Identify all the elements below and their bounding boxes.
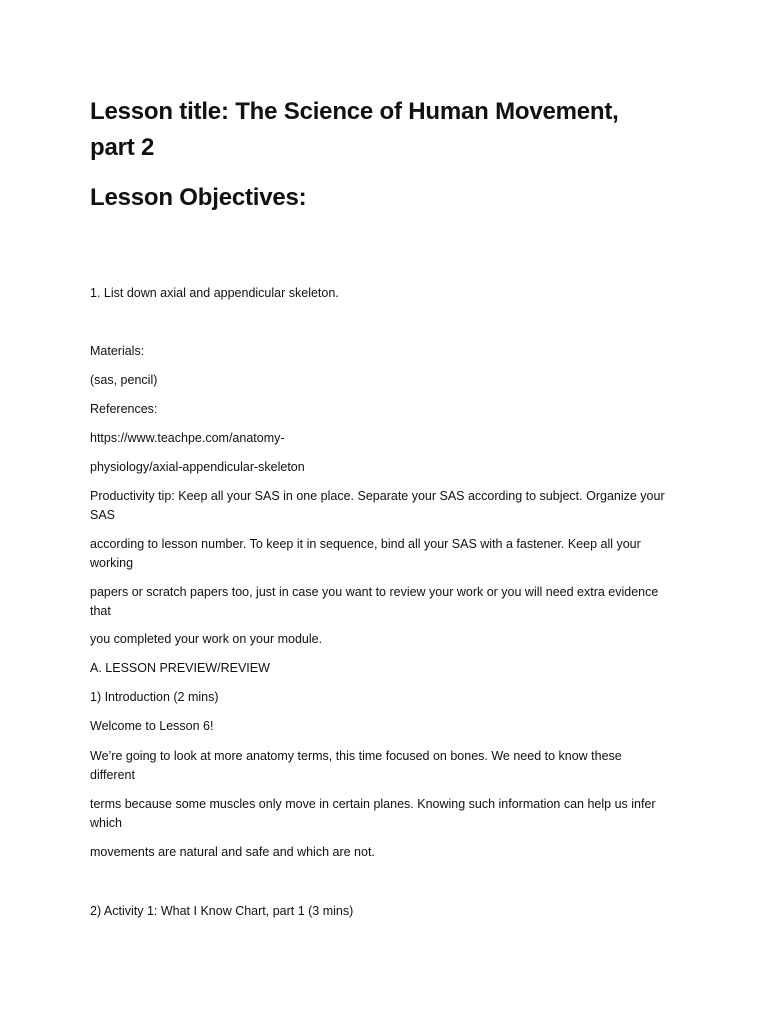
reference-link-line-2: physiology/axial-appendicular-skeleton — [90, 460, 305, 474]
materials-label: Materials: — [90, 344, 145, 358]
objectives-heading: Lesson Objectives: — [90, 184, 307, 211]
materials-value: (sas, pencil) — [90, 373, 158, 387]
productivity-tip-line-3b: that — [90, 604, 111, 618]
body-line-3: movements are natural and safe and which are not. — [90, 845, 375, 859]
objective-1: 1. List down axial and appendicular skeleton. — [90, 286, 339, 300]
body-line-2: terms because some muscles only move in certain planes. Knowing such information can help us infer — [90, 797, 656, 811]
body-line-1b: different — [90, 768, 135, 782]
body-line-2b: which — [90, 816, 122, 830]
productivity-tip-line-1: Productivity tip: Keep all your SAS in one place. Separate your SAS according to subject. Organize your — [90, 489, 665, 503]
activity-1-heading: 2) Activity 1: What I Know Chart, part 1 (3 mins) — [90, 904, 354, 918]
references-label: References: — [90, 402, 158, 416]
body-line-1: We’re going to look at more anatomy terms, this time focused on bones. We need to know these — [90, 749, 622, 763]
productivity-tip-line-3: papers or scratch papers too, just in case you want to review your work or you will need extra evidence — [90, 585, 659, 599]
productivity-tip-line-1b: SAS — [90, 508, 116, 522]
lesson-title-line-2: part 2 — [90, 134, 155, 161]
section-a-heading: A. LESSON PREVIEW/REVIEW — [90, 661, 270, 675]
productivity-tip-line-2b: working — [90, 556, 134, 570]
welcome-text: Welcome to Lesson 6! — [90, 719, 214, 733]
introduction-heading: 1) Introduction (2 mins) — [90, 690, 219, 704]
productivity-tip-line-4: you completed your work on your module. — [90, 632, 323, 646]
reference-link-line-1: https://www.teachpe.com/anatomy- — [90, 431, 285, 445]
productivity-tip-line-2: according to lesson number. To keep it in sequence, bind all your SAS with a fastener. Keep all your — [90, 537, 641, 551]
lesson-title-line-1: Lesson title: The Science of Human Movement, — [90, 98, 619, 125]
